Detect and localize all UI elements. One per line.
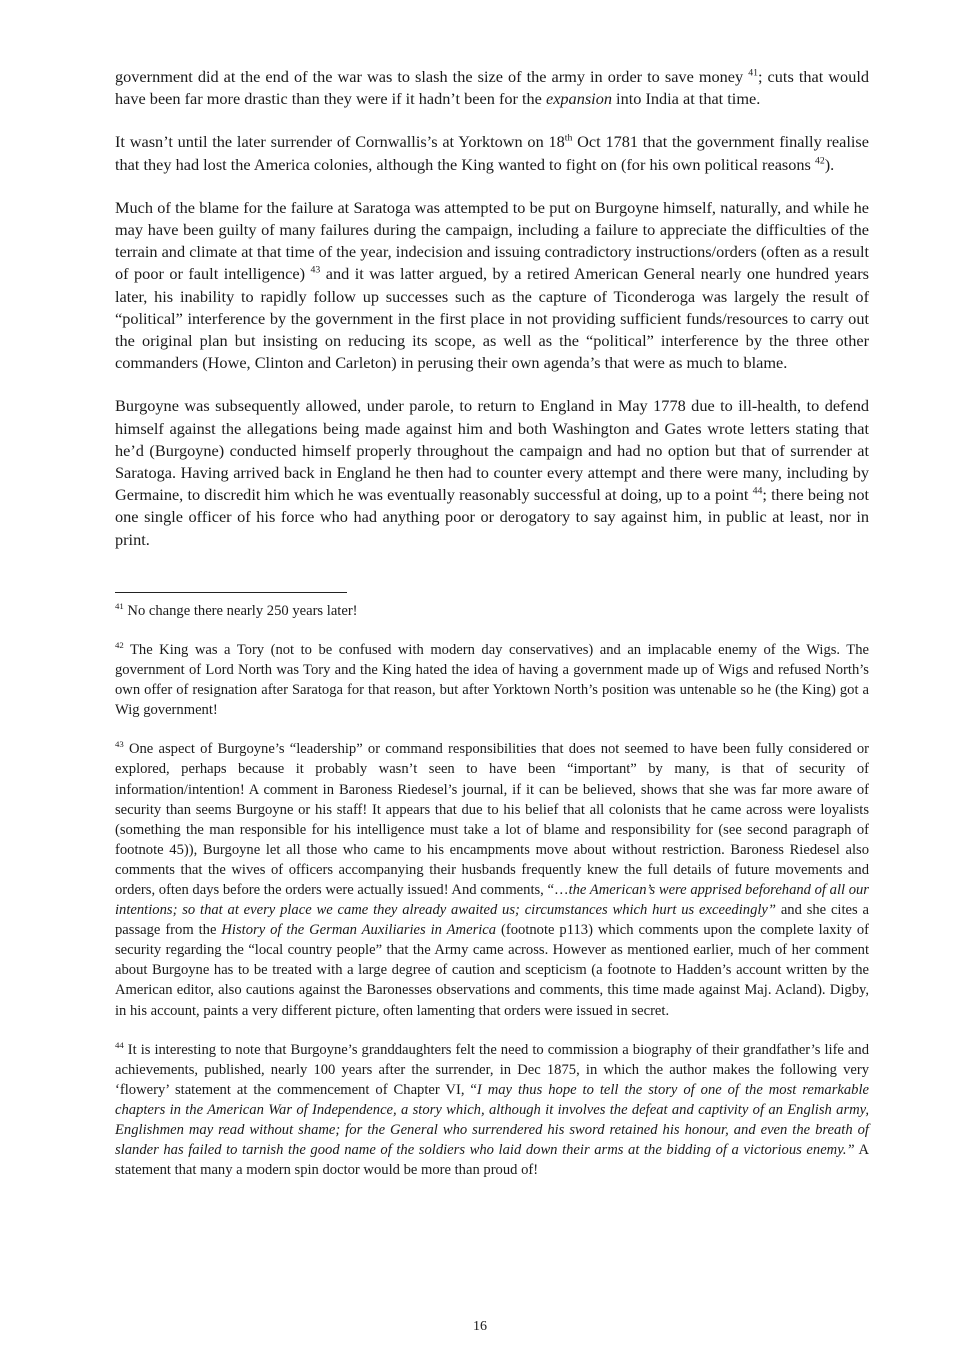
text-run: government did at the end of the war was to slash the size of the army in order to save money bbox=[115, 67, 749, 86]
italic-text: I may thus hope to tell the story of one of the most remarkable chapters in the American War of Independence, a story which, although it involves the defeat and captivity of an English army, Englishmen may read without shame; for the General who surrendered his sword retained his honour, and even the breath of slander has failed to tarnish the good name of the soldiers who laid down their arms at the bidding of a victorious enemy.” bbox=[115, 1081, 869, 1159]
paragraph bbox=[115, 66, 869, 110]
italic-text: the American’s were apprised beforehand of all our intentions; so that at every place we came they already awaited us; circumstances which hurt us exceedingly” bbox=[115, 881, 869, 919]
footnote bbox=[115, 739, 869, 1020]
text-run: The King was a Tory (not to be confused with modern day conservatives) and an implacable enemy of the Wigs. The government of Lord North was Tory and the King hated the idea of having a government made up of Wigs and refused North’s own offer of resignation after Saratoga for that reason, but after Yorktown North’s position was untenable so he (the King) got a Wig government! bbox=[115, 641, 869, 719]
footnote-marker: th bbox=[564, 132, 573, 144]
footnote-marker: 42 bbox=[115, 640, 124, 651]
text-run: It is interesting to note that Burgoyne’s granddaughters felt the need to commission a biography of their grandfather’s life and achievements, published, nearly 100 years after the surrender, in Dec 1875, in which the author makes the following very ‘flowery’ statement at the commencement of Chapter VI, “ bbox=[115, 1041, 869, 1098]
text-run: ; cuts that would have been far more drastic than they were if it hadn’t been for the bbox=[115, 67, 870, 109]
text-run: (footnote p113) which comments upon the complete laxity of security regarding the “local country people” that the Army came across. However as mentioned earlier, much of her comment about Burgoyne has to be treated with a large degree of caution and scepticism (a footnote to Hadden’s account written by the American editor, also cautions against the Baronesses observations and comments, this time made against Maj. Acland). Digby, in his account, paints a very different picture, often lamenting that orders were issued in secret. bbox=[115, 922, 870, 1019]
paragraph bbox=[115, 131, 869, 175]
footnote-marker: 41 bbox=[115, 601, 124, 611]
footnote-marker: 41 bbox=[748, 67, 758, 79]
body-text bbox=[115, 66, 869, 551]
text-run: ; there being not one single officer of his force who had anything poor or derogatory to say against him, in public at least, nor in print. bbox=[115, 485, 869, 549]
footnote bbox=[115, 601, 869, 621]
footnote bbox=[115, 640, 869, 720]
text-run: No change there nearly 250 years later! bbox=[123, 602, 358, 619]
footnotes bbox=[115, 601, 869, 1180]
text-run: ). bbox=[824, 154, 835, 174]
footnote-marker: 42 bbox=[814, 155, 825, 167]
italic-text: expansion bbox=[545, 89, 612, 109]
footnote-separator bbox=[115, 592, 347, 593]
text-run: and it was latter argued, by a retired American General nearly one hundred years later, his inability to rapidly follow up successes such as the capture of Ticonderoga was largely the result of “political” interference by the government in the first place in not providing sufficient funds/resources to carry out the original plan but insisting on reducing its scope, as well as the “political” interference by the three other commanders (Howe, Clinton and Carleton) in perusing their own agenda’s that were as much to blame. bbox=[115, 264, 869, 373]
footnote-marker: 43 bbox=[115, 739, 124, 750]
text-run: into India at that time. bbox=[611, 89, 761, 109]
text-run: A statement that many a modern spin doctor would be more than proud of! bbox=[115, 1142, 869, 1179]
footnote-marker: 44 bbox=[115, 1039, 124, 1050]
text-run: It wasn’t until the later surrender of Cornwallis’s at Yorktown on 18 bbox=[115, 132, 565, 152]
footnote-marker: 43 bbox=[310, 265, 321, 276]
paragraph bbox=[115, 197, 869, 375]
paragraph bbox=[115, 395, 869, 550]
text-run: and she cites a passage from the bbox=[115, 902, 869, 939]
text-run: Much of the blame for the failure at Saratoga was attempted to be put on Burgoyne himself, naturally, and while he may have been guilty of many failures during the campaign, including a failure to appreciate the difficulties of the terrain and climate at that time of the year, indecision and issuing contradictory instructions/orders (often as a result of poor or fault intelligence) bbox=[115, 197, 869, 284]
text-run: One aspect of Burgoyne’s “leadership” or command responsibilities that does not seemed to have been fully considered or explored, perhaps because it probably wasn’t seen to have been “important” by many, is that of security of information/intention! A comment in Baroness Riedesel’s journal, if it can be believed, shows that she was far more aware of security than seems Burgoyne or his staff! It appears that due to his belief that all colonists that he came across were loyalists (something the man responsible for his intelligence must take a lot of blame and responsibility for (see second paragraph of footnote 45)), Burgoyne let all those who came to his encampments move about without restriction. Baroness Riedesel also comments that the wives of officers accompanying their husbands frequently knew the full details of future movements and orders, often days before the orders were actually issued! And comments, “… bbox=[115, 741, 869, 898]
italic-text: History of the German Auxiliaries in America bbox=[221, 922, 497, 939]
text-run: Burgoyne was subsequently allowed, under parole, to return to England in May 1778 due to ill-health, to defend himself against the allegations being made against him and both Washington and Gates wrote letters stating that he’d (Burgoyne) conducted himself properly throughout the campaign and had no option but that of surrender at Saratoga. Having arrived back in England he then had to counter every attempt and there were many, including by Germaine, to discredit him which he was eventually reasonably successful at doing, up to a point bbox=[115, 396, 869, 505]
page-number: 16 bbox=[473, 1319, 487, 1334]
footnote-marker: 44 bbox=[752, 485, 763, 497]
text-run: Oct 1781 that the government finally realise that they had lost the America colonies, although the King wanted to fight on (for his own political reasons bbox=[115, 132, 869, 174]
footnote bbox=[115, 1040, 869, 1181]
